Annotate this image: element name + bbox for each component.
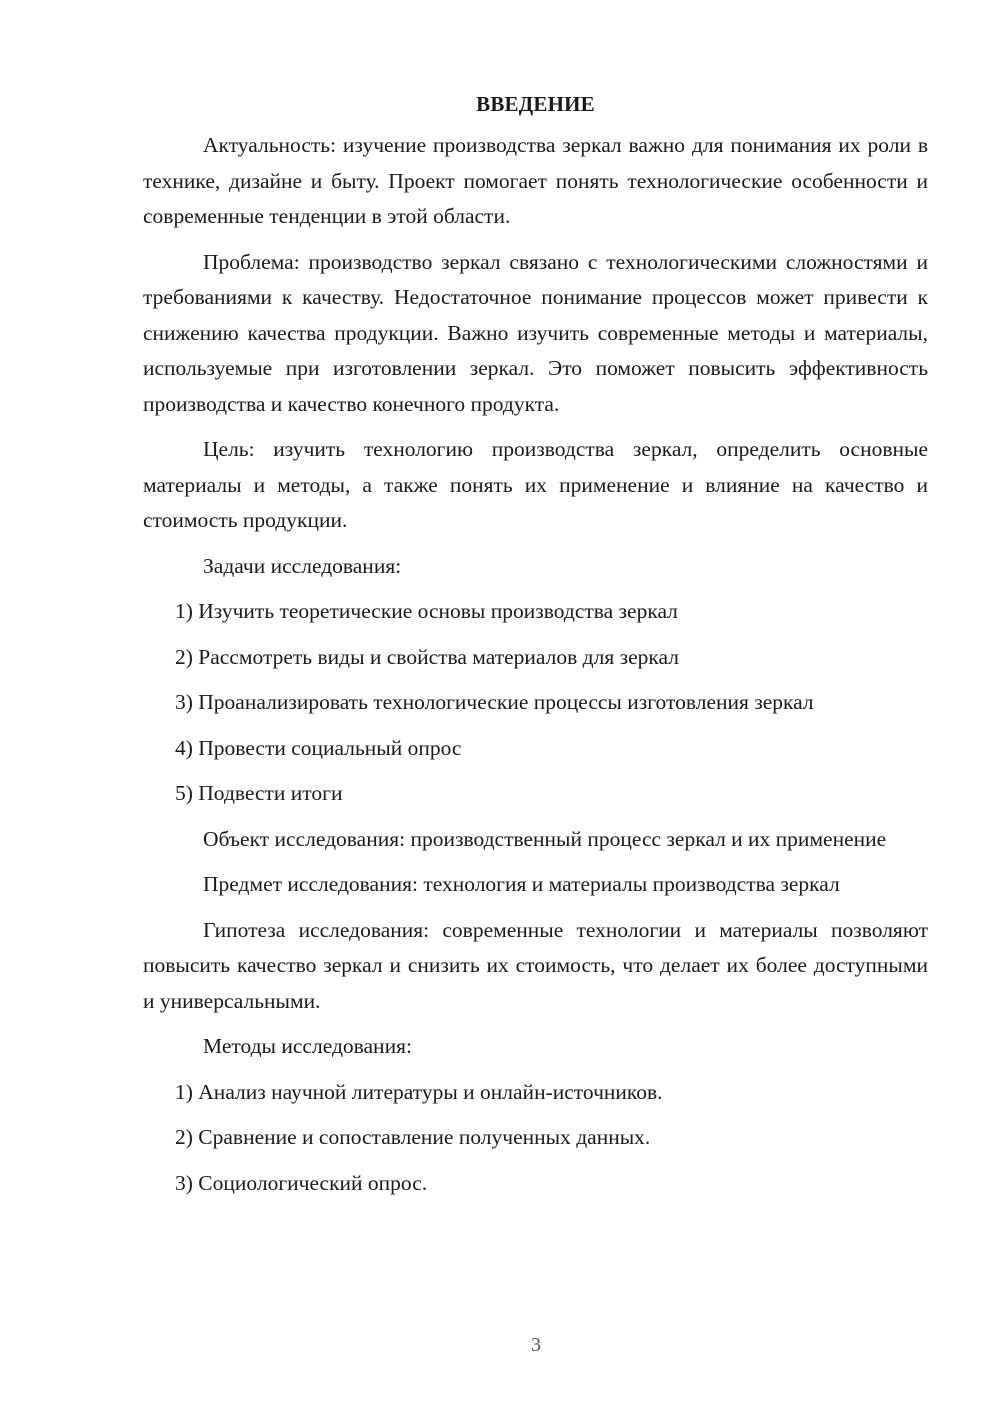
problem-paragraph: Проблема: производство зеркал связано с технологическими сложностями и требованиями к качеству. Недостаточное понимание процессов может привести к снижению качества продукции. Важно изучить современные методы и материалы, используемые при изготовлении зеркал. Это поможет повысить эффективность производства и качество конечного продукта. (143, 249, 928, 416)
subject-paragraph: Предмет исследования: технология и материалы производства зеркал (203, 872, 840, 896)
methods-label: Методы исследования: (203, 1034, 412, 1058)
task-item: 1) Изучить теоретические основы производства зеркал (175, 599, 678, 623)
task-item: 2) Рассмотреть виды и свойства материалов для зеркал (175, 644, 679, 669)
task-item: 4) Провести социальный опрос (175, 735, 462, 760)
object-paragraph: Объект исследования: производственный процесс зеркал и их применение (203, 826, 887, 851)
tasks-list (143, 594, 928, 812)
methods-list (143, 1075, 928, 1202)
page-number: 3 (531, 1334, 541, 1356)
method-item: 2) Сравнение и сопоставление полученных данных. (175, 1125, 651, 1149)
document-page (143, 92, 928, 1211)
task-item: 3) Проанализировать технологические процессы изготовления зеркал (175, 690, 814, 714)
tasks-label: Задачи исследования: (203, 553, 402, 578)
method-item: 1) Анализ научной литературы и онлайн-источников. (175, 1079, 663, 1104)
relevance-paragraph: Актуальность: изучение производства зеркал важно для понимания их роли в технике, дизайне и быту. Проект помогает понять технологические особенности и современные тенденции в этой области. (143, 133, 928, 228)
goal-paragraph: Цель: изучить технологию производства зеркал, определить основные материалы и методы, а также понять их применение и влияние на качество и стоимость продукции. (143, 437, 928, 532)
task-item: 5) Подвести итоги (175, 781, 343, 805)
page-title: ВВЕДЕНИЕ (476, 92, 595, 116)
hypothesis-paragraph: Гипотеза исследования: современные технологии и материалы позволяют повысить качество зеркал и снизить их стоимость, что делает их более доступными и универсальными. (143, 917, 928, 1013)
method-item: 3) Социологический опрос. (175, 1170, 428, 1195)
